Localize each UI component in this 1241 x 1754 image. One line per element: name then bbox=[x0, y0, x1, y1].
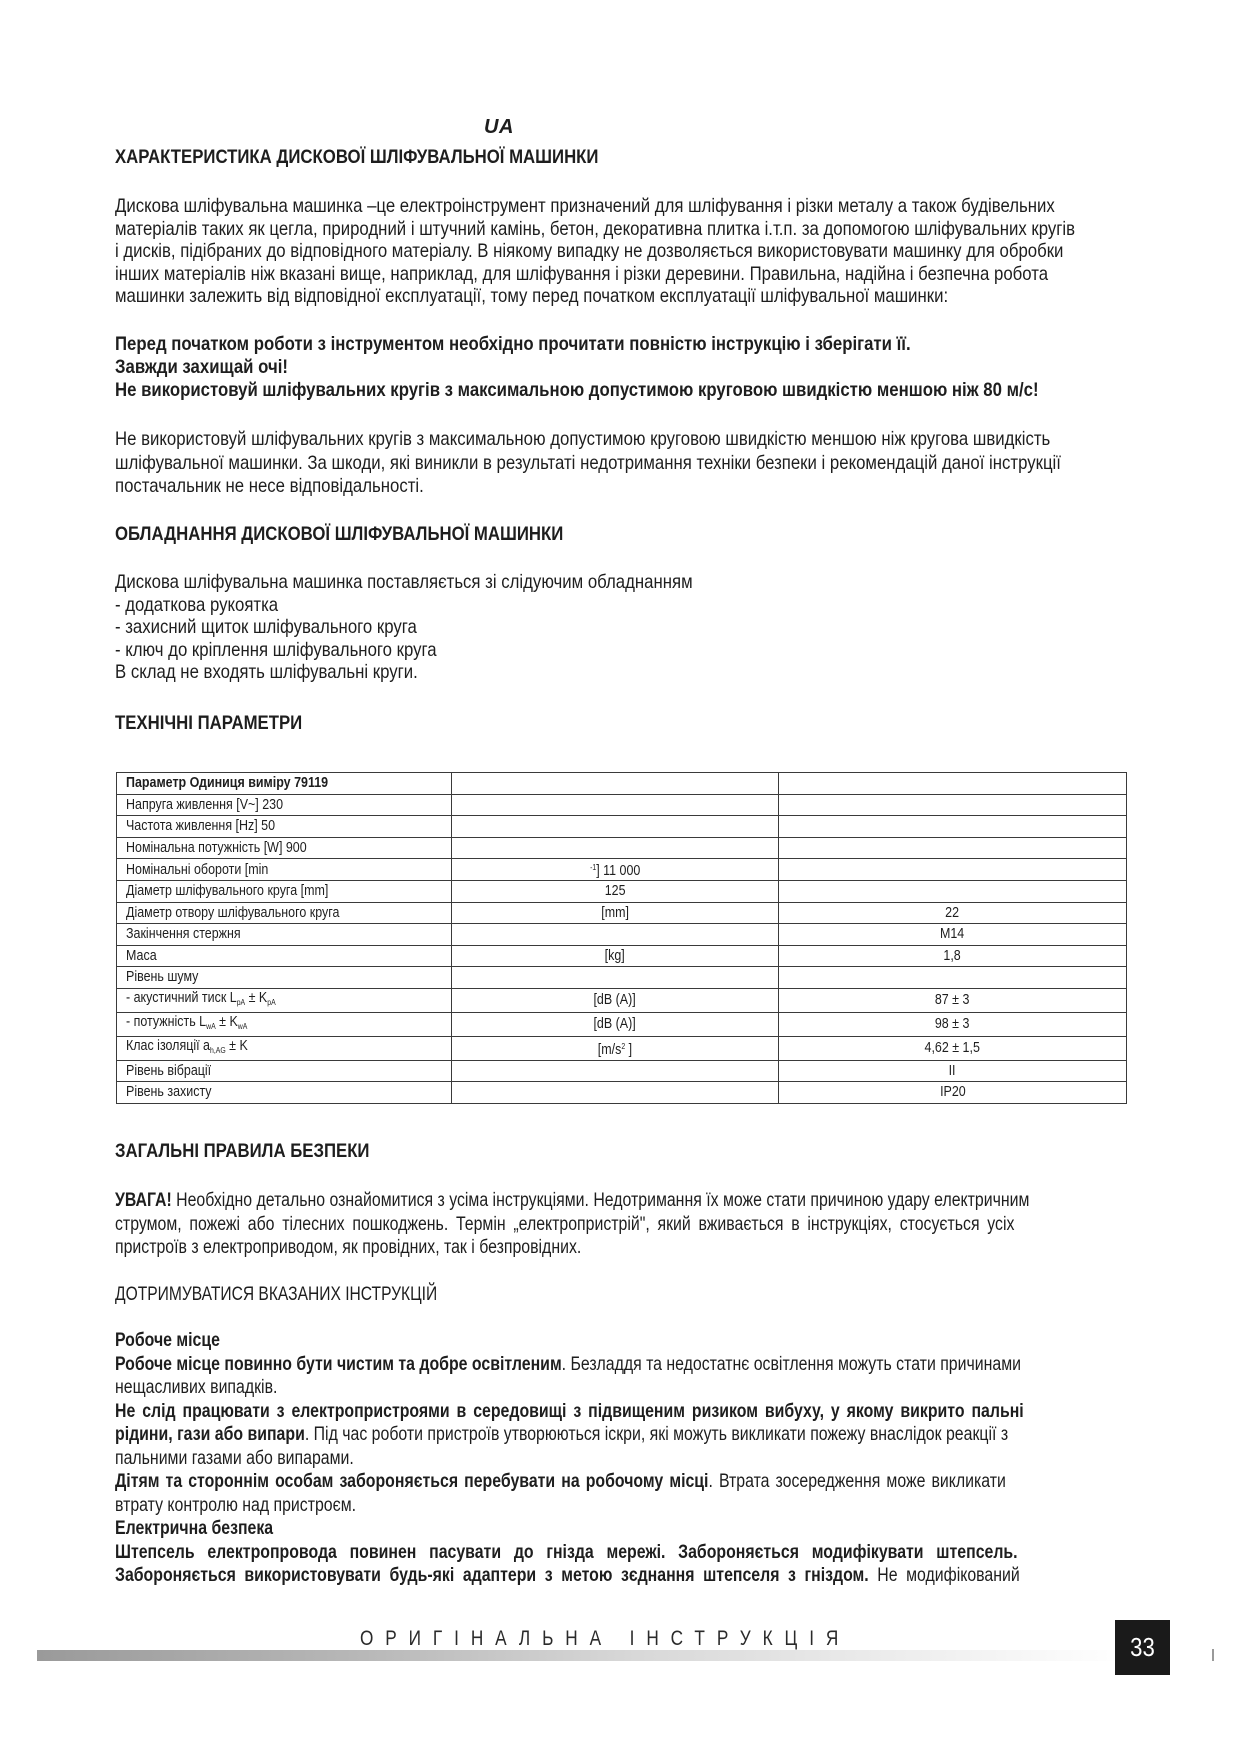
language-tag: UA bbox=[484, 116, 514, 138]
table-row: - акустичний тиск $L_{pA} \pm K_{pA}$ [dB (A)] 87 ± 3 bbox=[117, 988, 1127, 1012]
table-row: Закінчення стержня M14 bbox=[117, 924, 1127, 946]
table-row: Рівень шуму bbox=[117, 967, 1127, 989]
page-edge-marker bbox=[1212, 1649, 1214, 1661]
footer-title: ОРИГІНАЛЬНА ІНСТРУКЦІЯ bbox=[360, 1627, 851, 1650]
text-line: пальними газами або випарами. bbox=[115, 1447, 354, 1469]
text-line: нещасливих випадків. bbox=[115, 1377, 278, 1398]
text-line: пристроїв з електроприводом, як провідних, так і безпровідних. bbox=[115, 1237, 582, 1258]
intro-paragraph bbox=[115, 195, 1075, 308]
text-line: машинки залежить від відповідної експлуатації, тому перед початком експлуатації шліфувальної машинки: bbox=[115, 285, 949, 307]
table-row: Клас ізоляції $a_{h,AG} \pm K$ [$m/s^2$ ] 4,62 ± 1,5 bbox=[117, 1036, 1127, 1060]
table-row: Діаметр отвору шліфувального круга [mm] 22 bbox=[117, 902, 1127, 924]
text-line: Дітям та стороннім особам забороняється перебувати на робочому місці. Втрата зосередження може викликати bbox=[115, 1471, 1006, 1492]
list-item: - додаткова рукоятка bbox=[115, 593, 279, 616]
text-line: струмом, пожежі або тілесних пошкоджень. Термін „електропристрій", який вживається в інструкціях, стосується усіх bbox=[115, 1213, 1015, 1235]
warnings-block bbox=[115, 333, 1039, 402]
spec-table bbox=[116, 772, 1127, 1104]
text-line: Забороняється використовувати будь-які адаптери з метою зєднання штепселя з гніздом. Не модифікований bbox=[115, 1565, 1020, 1586]
table-row: Номінальні обороти [min $^{-1}$] 11 000 bbox=[117, 859, 1127, 881]
equipment-list bbox=[115, 571, 693, 684]
section-title-characteristics: ХАРАКТЕРИСТИКА ДИСКОВОЇ ШЛІФУВАЛЬНОЇ МАШИНКИ bbox=[115, 146, 599, 168]
text-line: шліфувальної машинки. За шкоди, які виникли в результаті недотримання техніки безпеки і рекомендацій даної інструкції bbox=[115, 451, 1061, 474]
text-line: Не використовуй шліфувальних кругів з максимальною допустимою круговою швидкістю меншою ніж кругова швидкість bbox=[115, 428, 1051, 450]
warning-line: Перед початком роботи з інструментом необхідно прочитати повністю інструкцію і зберігати її. bbox=[115, 333, 911, 355]
warning-line: Завжди захищай очі! bbox=[115, 356, 288, 378]
section-title-safety: ЗАГАЛЬНІ ПРАВИЛА БЕЗПЕКИ bbox=[115, 1140, 370, 1162]
note-paragraph bbox=[115, 428, 1061, 499]
warning-line: Не використовуй шліфувальних кругів з максимальною допустимою круговою швидкістю меншою ніж 80 м/с! bbox=[115, 379, 1039, 401]
text-line: інших матеріалів ніж вказані вище, наприклад, для шліфування і різки деревини. Правильна, надійна і безпечна робота bbox=[115, 262, 1049, 285]
rpm-superscript: -1 bbox=[589, 863, 596, 872]
text-line: Дискова шліфувальна машинка –це електроінструмент призначений для шліфування і різки металу а також будівельних bbox=[115, 195, 1055, 217]
text-line: Дискова шліфувальна машинка поставляється зі слідуючим обладнанням bbox=[115, 571, 693, 593]
table-row: Рівень вібрації II bbox=[117, 1060, 1127, 1082]
follow-instructions-heading: ДОТРИМУВАТИСЯ ВКАЗАНИХ ІНСТРУКЦІЙ bbox=[115, 1283, 438, 1305]
workplace-section bbox=[115, 1329, 1130, 1588]
list-item: - ключ до кріплення шліфувального круга bbox=[115, 638, 437, 661]
table-row: Номінальна потужність [W] 900 bbox=[117, 837, 1127, 859]
table-row: Рівень захисту IP20 bbox=[117, 1082, 1127, 1104]
attention-paragraph bbox=[115, 1189, 1130, 1260]
text-line: втрату контролю над пристроєм. bbox=[115, 1494, 357, 1516]
text-line: В склад не входять шліфувальні круги. bbox=[115, 661, 418, 683]
text-line: Штепсель електропровода повинен пасувати до гнізда мережі. Забороняється модифікувати штепсель. bbox=[115, 1541, 1018, 1563]
table-header-cell bbox=[779, 773, 1127, 795]
table-row: Маса [kg] 1,8 bbox=[117, 945, 1127, 967]
table-header-cell: Параметр Одиниця виміру 79119 bbox=[117, 773, 452, 795]
text-line: Робоче місце повинно бути чистим та добре освітленим. Безладдя та недостатнє освітлення можуть стати причинами bbox=[115, 1353, 1021, 1375]
table-row: Частота живлення [Hz] 50 bbox=[117, 816, 1127, 838]
table-row: - потужність $L_{wA} \pm K_{wA}$ [dB (A)] 98 ± 3 bbox=[117, 1012, 1127, 1036]
text-line: УВАГА! Необхідно детально ознайомитися з усіма інструкціями. Недотримання їх може стати причиною удару електричним bbox=[115, 1190, 1030, 1211]
table-header-row bbox=[117, 773, 1127, 795]
page-number-badge: 33 bbox=[1115, 1620, 1170, 1675]
table-row: Напруга живлення [V~] 230 bbox=[117, 794, 1127, 816]
section-title-tech: ТЕХНІЧНІ ПАРАМЕТРИ bbox=[115, 712, 303, 734]
subsection-title-workplace: Робоче місце bbox=[115, 1330, 220, 1351]
footer-gradient-bar bbox=[37, 1650, 1127, 1661]
text-line: рідини, гази або випари. Під час роботи пристроїв утворюються іскри, які можуть викликати пожежу внаслідок реакції з bbox=[115, 1424, 1009, 1445]
text-line: постачальник не несе відповідальності. bbox=[115, 475, 424, 497]
text-line: Не слід працювати з електропристроями в середовищі з підвищеним ризиком вибуху, у якому викрито пальні bbox=[115, 1400, 1024, 1422]
subsection-title-electrical: Електрична безпека bbox=[115, 1518, 274, 1539]
table-header-cell bbox=[452, 773, 779, 795]
text-line: матеріалів таких як цегла, природний і штучний камінь, бетон, декоративна плитка і.т.п. за допомогою шліфувальних кругів bbox=[115, 217, 1076, 240]
section-title-equipment: ОБЛАДНАННЯ ДИСКОВОЇ ШЛІФУВАЛЬНОЇ МАШИНКИ bbox=[115, 523, 564, 545]
table-row: Діаметр шліфувального круга [mm] 125 bbox=[117, 881, 1127, 903]
list-item: - захисний щиток шліфувального круга bbox=[115, 616, 417, 638]
text-line: і дисків, підібраних до відповідного матеріалу. В ніякому випадку не дозволяється використовувати машинку для обробки bbox=[115, 240, 1064, 262]
